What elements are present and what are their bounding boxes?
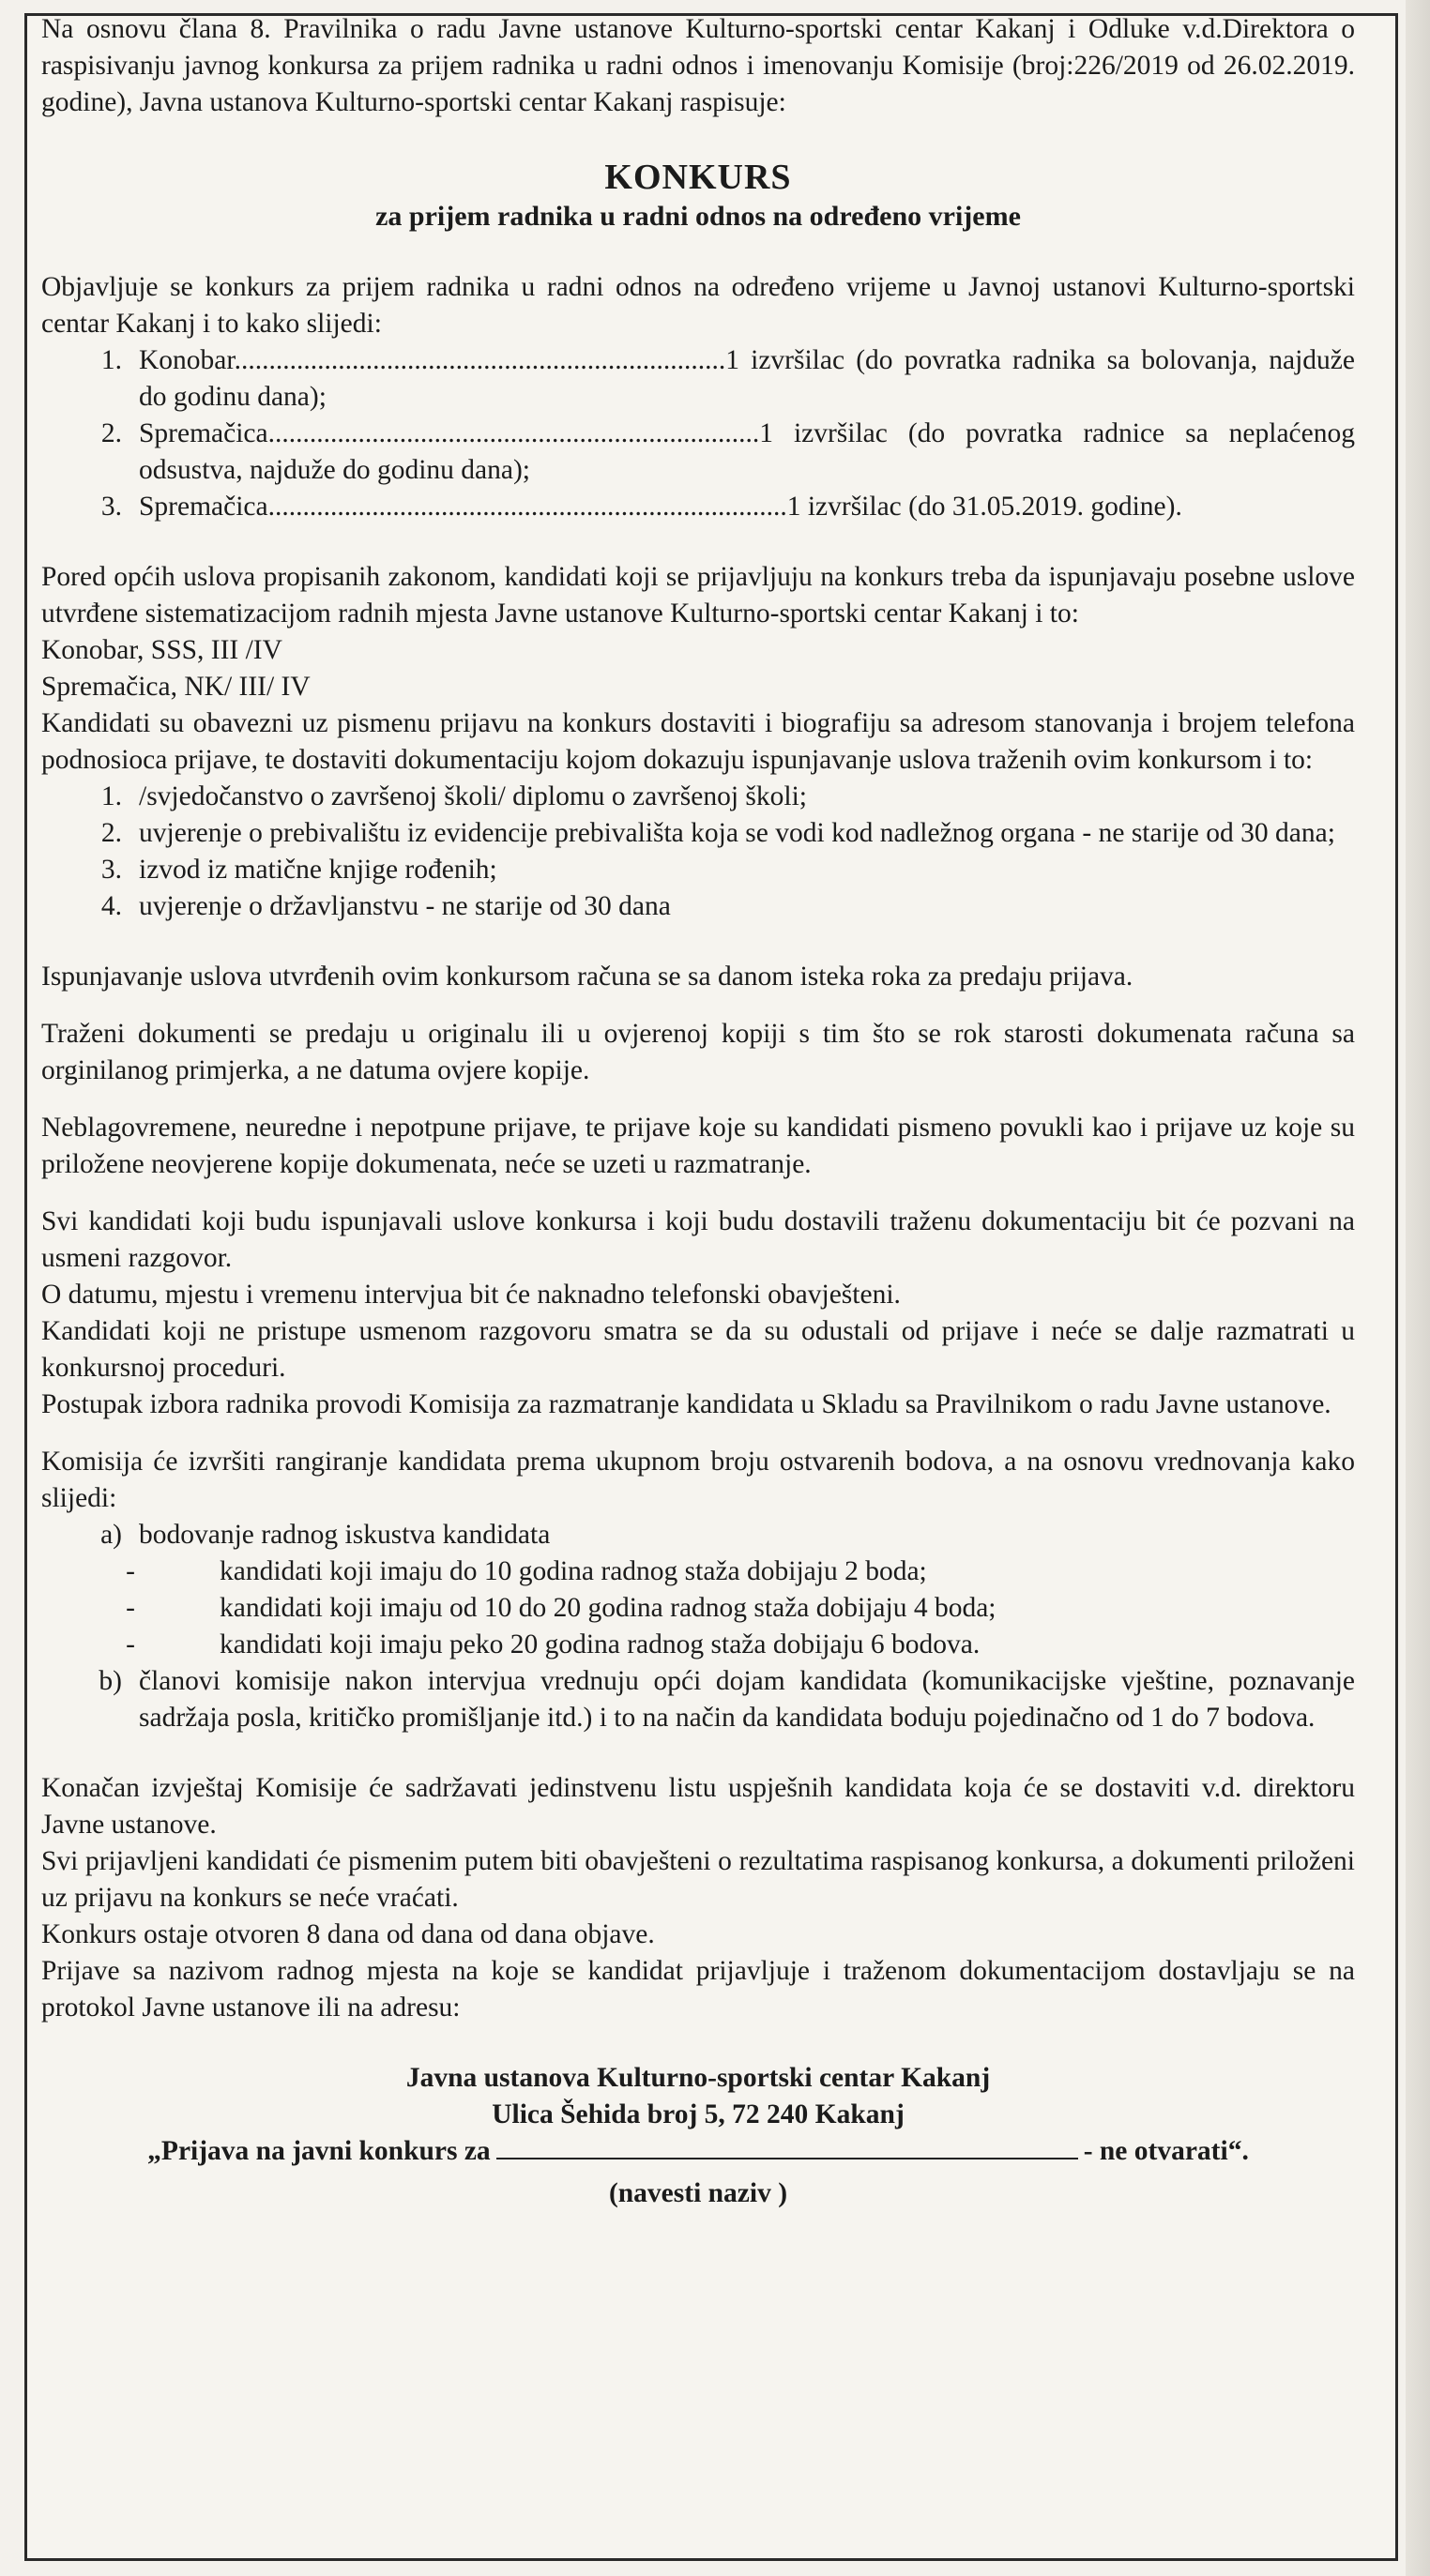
page-edge-shadow [1406, 0, 1430, 2576]
scoring-item: a) bodovanje radnog iskustva kandidata [100, 1520, 551, 1550]
intro-paragraph: Na osnovu člana 8. Pravilnika o radu Javne ustanove Kulturno-sportski centar Kakanj i Odluke v.d.Direktora o raspisivanju javnog konkursa za prijem radnika u radni odnos i imenovanju Komisije (broj:226/2019 od 26.02.2019. godine), Javna ustanova Kulturno-sportski centar Kakanj raspisuje: [41, 14, 1355, 117]
open-period-paragraph: Konkurs ostaje otvoren 8 dana od dana od dana objave. [41, 1919, 655, 1949]
conditions-paragraph: Pored općih uslova propisanih zakonom, kandidati koji se prijavljuju na konkurs treba da ispunjavaju posebne uslove utvrđene sistematizacijom radnih mjesta Javne ustanove Kulturno-sportski centar Kakanj i to: [41, 562, 1355, 629]
documents-intro: Kandidati su obavezni uz pismenu prijavu na konkurs dostaviti i biografiju sa adresom stanovanja i brojem telefona podnosioca prijave, te dostaviti dokumentaciju kojom dokazuju ispunjavanje uslova traženih ovim konkursom i to: [41, 708, 1355, 775]
announce-paragraph: Objavljuje se konkurs za prijem radnika u radni odnos na određeno vrijeme u Javnoj ustanovi Kulturno-sportski centar Kakanj i to kako slijedi: [41, 272, 1355, 339]
scoring-subitem: - kandidati koji imaju od 10 do 20 godina radnog staža dobijaju 4 boda; [126, 1593, 996, 1623]
originals-paragraph: Traženi dokumenti se predaju u originalu ili u ovjerenoj kopiji s tim što se rok starosti dokumenata računa sa orginilanog primjerka, a ne datuma ovjere kopije. [41, 1019, 1355, 1085]
scoring-subitem: - kandidati koji imaju peko 20 godina radnog staža dobijaju 6 bodova. [126, 1629, 981, 1659]
document-item: 3. izvod iz matične knjige rođenih; [100, 855, 497, 885]
scoring-item: b) članovi komisije nakon intervjua vrednuju opći dojam kandidata (komunikacijske vještine, poznavanje sadržaja posla, kritičko promišljanje itd.) i to na način da kandidata boduju pojedinačno od 1 do 7 bodova. [99, 1666, 1355, 1733]
address-street: Ulica Šehida broj 5, 72 240 Kakanj [492, 2099, 905, 2129]
document-body [41, 11, 1355, 2212]
blank-line [496, 2133, 1078, 2159]
document-item: 4. uvjerenje o državljanstvu - ne starije od 30 dana [100, 891, 671, 921]
document-item: 1. /svjedočanstvo o završenoj školi/ diplomu o završenoj školi; [100, 781, 807, 811]
invalid-applications-paragraph: Neblagovremene, neuredne i nepotpune prijave, te prijave koje su kandidati pismeno povukli kao i prijave uz koje su priložene neovjerene kopije dokumenata, neće se uzeti u razmatranje. [41, 1113, 1355, 1179]
report-paragraph: Konačan izvještaj Komisije će sadržavati jedinstvenu listu uspješnih kandidata koja će se dostaviti v.d. direktoru Javne ustanove. [41, 1773, 1355, 1840]
document-title: KONKURS [604, 158, 792, 197]
submit-paragraph: Prijave sa nazivom radnog mjesta na koje se kandidat prijavljuje i traženom dokumentacijom dostavljaju se na protokol Javne ustanove ili na adresu: [41, 1956, 1355, 2023]
notify-paragraph: Svi prijavljeni kandidati će pismenim putem biti obavješteni o rezultatima raspisanog konkursa, a dokumenti priloženi uz prijavu na konkurs se neće vraćati. [41, 1846, 1355, 1913]
envelope-line: „Prijava na javni konkurs za - ne otvarati“. [41, 2133, 1355, 2170]
document-subtitle: za prijem radnika u radni odnos na određeno vrijeme [375, 201, 1021, 232]
envelope-hint: (navesti naziv ) [608, 2178, 788, 2208]
ranking-paragraph: Komisija će izvršiti rangiranje kandidata prema ukupnom broju ostvarenih bodova, a na osnovu vrednovanja kako slijedi: [41, 1447, 1355, 1513]
absent-paragraph: Kandidati koji ne pristupe usmenom razgovoru smatra se da su odustali od prijave i neće se dalje razmatrati u konkursnoj proceduri. [41, 1316, 1355, 1383]
document-item: 2. uvjerenje o prebivalištu iz evidencije prebivališta koja se vodi kod nadležnog organa - ne starije od 30 dana; [100, 818, 1335, 848]
phone-notice-paragraph: O datumu, mjestu i vremenu intervjua bit će naknadno telefonski obavješteni. [41, 1280, 901, 1310]
deadline-paragraph: Ispunjavanje uslova utvrđenih ovim konkursom računa se sa danom isteka roka za predaju prijava. [41, 962, 1133, 992]
requirement-cleaner: Spremačica, NK/ III/ IV [41, 672, 311, 702]
interview-paragraph: Svi kandidati koji budu ispunjavali uslove konkursa i koji budu dostavili traženu dokumentaciju bit će pozvani na usmeni razgovor. [41, 1206, 1355, 1273]
requirement-waiter: Konobar, SSS, III /IV [41, 635, 282, 665]
position-item: 2. Spremačica.......................................................................1 izvršilac (do povratka radnice sa neplaćenog odsustva, najduže do godinu dana); [100, 418, 1355, 485]
address-name: Javna ustanova Kulturno-sportski centar Kakanj [405, 2063, 991, 2093]
procedure-paragraph: Postupak izbora radnika provodi Komisija za razmatranje kandidata u Skladu sa Pravilnikom o radu Javne ustanove. [41, 1389, 1331, 1419]
position-item: 1. Konobar.......................................................................1 izvršilac (do povratka radnika sa bolovanja, najduže do godinu dana); [100, 345, 1355, 412]
position-item: 3. Spremačica...........................................................................1 izvršilac (do 31.05.2019. godine). [100, 492, 1182, 522]
scoring-subitem: - kandidati koji imaju do 10 godina radnog staža dobijaju 2 boda; [126, 1556, 927, 1586]
